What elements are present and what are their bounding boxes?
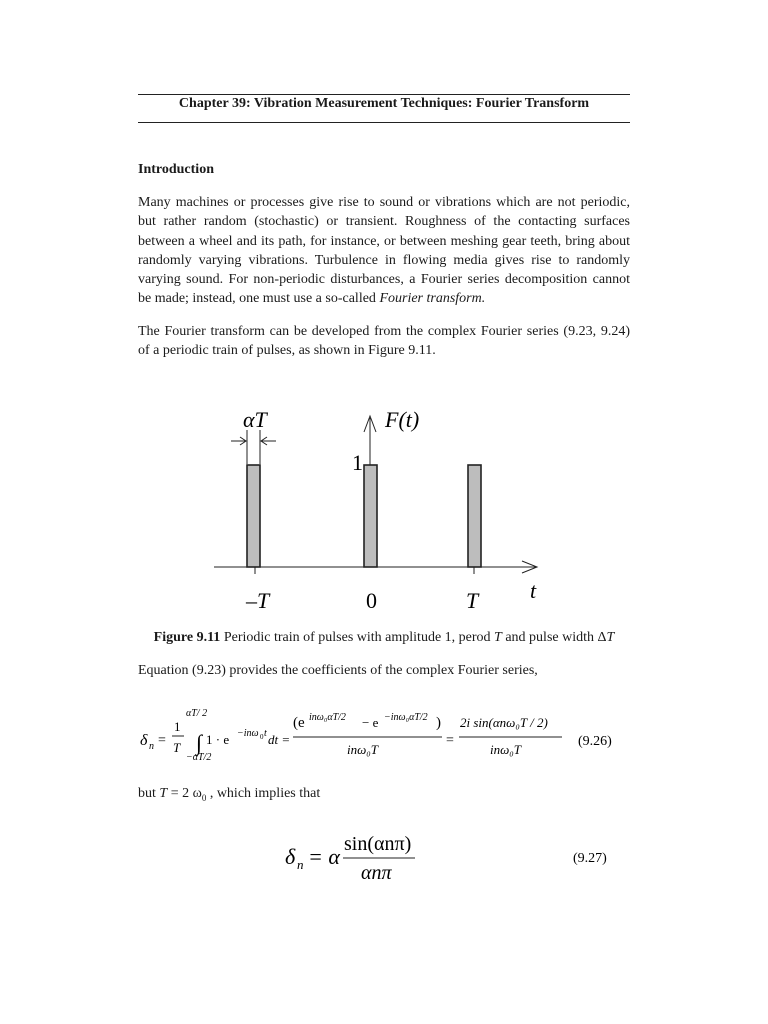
paragraph-line: but rather random (stochastic) or transient. Roughness of the contacting surfaces bbox=[138, 214, 630, 230]
section-heading: Introduction bbox=[138, 162, 214, 177]
fourier-transform-term: Fourier transform. bbox=[379, 291, 486, 307]
eq926-integrand-exp-sub: 0 bbox=[260, 733, 264, 741]
figure-number: Figure 9.11 bbox=[153, 630, 221, 645]
caption-var: T bbox=[606, 630, 615, 645]
eq926-lhs-sub: n bbox=[149, 741, 154, 752]
eq926-int-lower: −αT/2 bbox=[186, 752, 212, 763]
paragraph-line: of a periodic train of pulses, as shown in Figure 9.11. bbox=[138, 343, 436, 359]
eq926-lhs: δ bbox=[140, 732, 148, 749]
eq927-number: (9.27) bbox=[573, 851, 607, 866]
eq926-int-upper: αT/ 2 bbox=[186, 708, 208, 719]
paragraph-line: varying sound. For non-periodic disturbances, a Fourier series decomposition cannot bbox=[138, 272, 630, 288]
chapter-title: Chapter 39: Vibration Measurement Techniques: Fourier Transform bbox=[178, 96, 590, 111]
but-var: T bbox=[159, 786, 168, 801]
but-sub: 0 bbox=[201, 792, 207, 803]
caption-text: Periodic train of pulses with amplitude 1, perod bbox=[220, 630, 495, 645]
eq926-equals-1: = bbox=[158, 733, 166, 748]
eq926-den-1: inω₀T bbox=[347, 742, 379, 757]
eq927-rhs-prefix: = α bbox=[308, 844, 340, 869]
eq926-num-close: ) bbox=[436, 715, 441, 731]
amplitude-label: 1 bbox=[352, 450, 363, 475]
eq927-denominator: αnπ bbox=[361, 862, 392, 884]
caption-var: T bbox=[494, 630, 502, 645]
eq926-number: (9.26) bbox=[578, 734, 612, 749]
eq926-integral: ∫ bbox=[196, 730, 203, 755]
but-prefix: but bbox=[138, 786, 160, 801]
function-label: F(t) bbox=[385, 407, 420, 432]
paragraph-line: randomly varying vibrations. Turbulence in flowing media gives rise to randomly bbox=[138, 252, 630, 268]
eq926-equals-3: = bbox=[446, 733, 454, 748]
eq926-integrand-exp: −inω bbox=[237, 728, 259, 739]
caption-tail: and pulse width Δ bbox=[501, 630, 607, 645]
paragraph-line: Many machines or processes give rise to sound or vibrations which are not periodic, bbox=[138, 195, 630, 210]
tick-label-minus-T: –T bbox=[246, 588, 270, 613]
eq926-num-minus: − e bbox=[362, 715, 379, 730]
paragraph-line: between a wheel and its path, for instance, or between meshing gear teeth, bring about bbox=[138, 233, 630, 249]
pulse-width-label: αT bbox=[243, 407, 267, 432]
eq926-num-2: 2i sin(αnω₀T / 2) bbox=[460, 715, 548, 730]
eq927-lhs: δ bbox=[285, 844, 296, 869]
tick-label-T: T bbox=[466, 588, 479, 613]
eq927-lhs-sub: n bbox=[297, 857, 304, 872]
eq926-frac-den: T bbox=[173, 740, 181, 755]
paragraph-line: The Fourier transform can be developed from the complex Fourier series (9.23, 9.24) bbox=[138, 324, 630, 339]
eq927-numerator: sin(αnπ) bbox=[344, 833, 412, 855]
eq926-den-2: inω₀T bbox=[490, 742, 522, 757]
but-eq: = 2 ω bbox=[167, 786, 202, 801]
paragraph-line-text: be made; instead, one must use a so-called bbox=[138, 291, 380, 307]
axis-variable-label: t bbox=[530, 578, 537, 603]
eq926-num-exp2: −inω₀αT/2 bbox=[384, 712, 428, 723]
eq926-frac-num: 1 bbox=[174, 719, 181, 734]
eq926-num-exp1: inω₀αT/2 bbox=[309, 712, 346, 723]
eq926-dt: dt = bbox=[268, 732, 291, 747]
eq926-num-open: (e bbox=[293, 715, 305, 731]
eq926-integrand-exp-tail: t bbox=[264, 728, 267, 739]
but-suffix: , which implies that bbox=[206, 786, 321, 801]
tick-label-zero: 0 bbox=[366, 588, 377, 613]
equation-intro: Equation (9.23) provides the coefficients of the complex Fourier series, bbox=[138, 663, 538, 678]
eq926-integrand: 1 · e bbox=[206, 732, 230, 747]
